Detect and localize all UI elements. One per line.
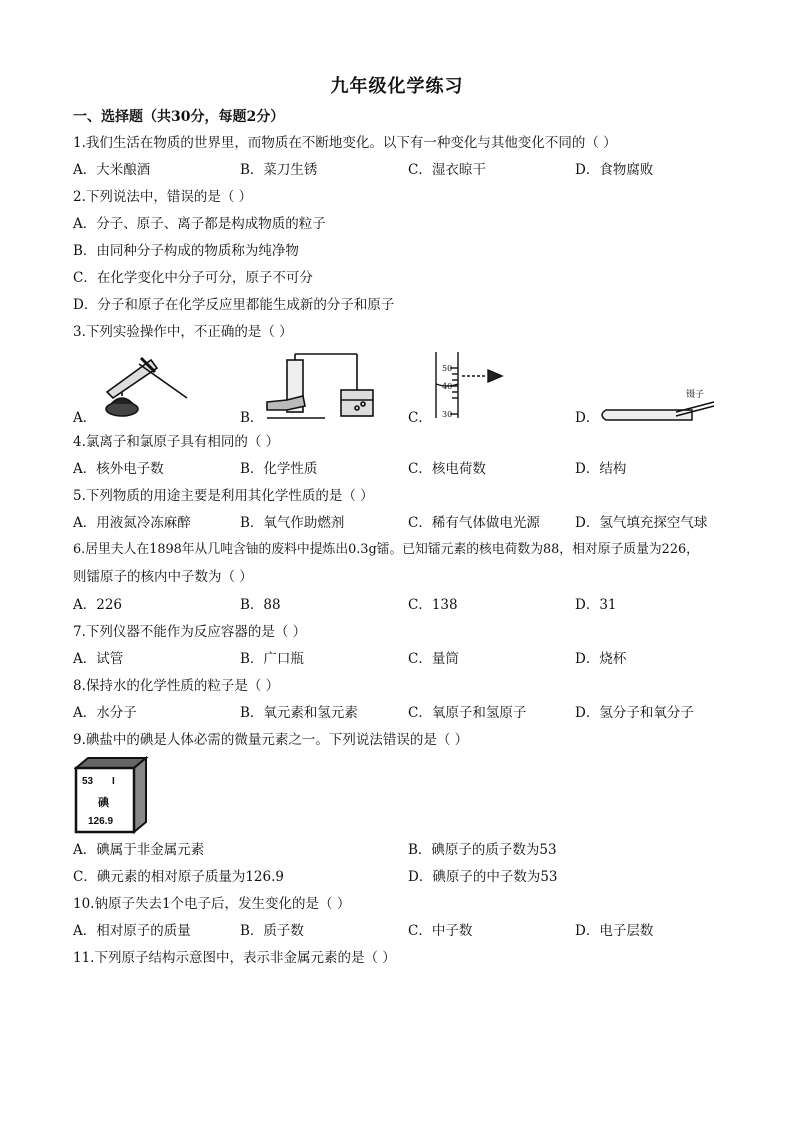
question-9-stem: 9.碘盐中的碘是人体必需的微量元素之一。下列说法错误的是（ ） (73, 732, 469, 748)
question-5-stem: 5.下列物质的用途主要是利用其化学性质的是（ ） (73, 488, 374, 504)
iodine-element-card (74, 756, 150, 836)
section-heading: 一、选择题（共30分，每题2分） (73, 109, 285, 125)
element-symbol: I (112, 776, 115, 787)
q5-option-a: A．用液氮冷冻麻醉 (73, 515, 191, 531)
q3-option-a: A． (73, 410, 97, 426)
q2-option-a: A．分子、原子、离子都是构成物质的粒子 (73, 216, 326, 232)
tweezers-test-tube-figure (596, 384, 726, 424)
q6-option-c: C．138 (408, 597, 458, 613)
q6-option-d: D．31 (575, 597, 617, 613)
q1-option-c: C．湿衣晾干 (408, 162, 486, 178)
q7-option-a: A．试管 (73, 651, 124, 667)
airtightness-check-figure (265, 352, 380, 424)
q7-option-c: C．量筒 (408, 651, 459, 667)
q5-option-d: D．氢气填充探空气球 (575, 515, 708, 531)
q2-option-c: C．在化学变化中分子可分，原子不可分 (73, 270, 313, 286)
q8-option-b: B．氧元素和氢元素 (240, 705, 358, 721)
q4-option-b: B．化学性质 (240, 461, 318, 477)
element-number: 53 (82, 776, 94, 787)
question-10-stem: 10.钠原子失去1个电子后，发生变化的是（ ） (73, 896, 351, 912)
q7-option-d: D．烧杯 (575, 651, 627, 667)
q4-option-c: C．核电荷数 (408, 461, 486, 477)
question-6-stem: 6.居里夫人在1898年从几吨含铀的废料中提炼出0.3g镭。已知镭元素的核电荷数为88，相对原子质量为226， (73, 542, 699, 557)
tweezers-label: 镊子 (686, 390, 705, 400)
q9-option-b: B．碘原子的质子数为53 (408, 842, 557, 858)
q8-option-c: C．氧原子和氢原子 (408, 705, 527, 721)
q10-option-a: A．相对原子的质量 (73, 923, 191, 939)
question-7-stem: 7.下列仪器不能作为反应容器的是（ ） (73, 624, 307, 640)
q6-option-b: B．88 (240, 597, 281, 613)
q10-option-b: B．质子数 (240, 923, 304, 939)
question-4-stem: 4.氯离子和氯原子具有相同的（ ） (73, 434, 280, 450)
q1-option-a: A．大米酿酒 (73, 162, 151, 178)
question-1-stem: 1.我们生活在物质的世界里，而物质在不断地变化。以下有一种变化与其他变化不同的（ ） (73, 135, 617, 151)
cylinder-tick-40: 40 (442, 382, 453, 391)
q3-option-c: C． (408, 410, 432, 426)
q3-option-b: B． (240, 410, 264, 426)
q9-option-d: D．碘原子的中子数为53 (408, 869, 558, 885)
cylinder-tick-50: 50 (442, 364, 453, 373)
q8-option-d: D．氢分子和氧分子 (575, 705, 694, 721)
q5-option-b: B．氧气作助燃剂 (240, 515, 345, 531)
q4-option-a: A．核外电子数 (73, 461, 164, 477)
question-6-stem-cont: 则镭原子的核内中子数为（ ） (73, 569, 253, 585)
q1-option-d: D．食物腐败 (575, 162, 654, 178)
q10-option-d: D．电子层数 (575, 923, 654, 939)
element-mass: 126.9 (88, 816, 114, 827)
q2-option-b: B．由同种分子构成的物质称为纯净物 (73, 243, 299, 259)
element-name: 碘 (98, 796, 109, 809)
q1-option-b: B．菜刀生锈 (240, 162, 318, 178)
cylinder-tick-30: 30 (442, 410, 453, 419)
q7-option-b: B．广口瓶 (240, 651, 304, 667)
q5-option-c: C．稀有气体做电光源 (408, 515, 540, 531)
question-2-stem: 2.下列说法中，错误的是（ ） (73, 189, 253, 205)
measuring-cylinder-figure (430, 350, 520, 422)
q6-option-a: A．226 (73, 597, 123, 613)
q8-option-a: A．水分子 (73, 705, 137, 721)
q9-option-a: A．碘属于非金属元素 (73, 842, 205, 858)
q4-option-d: D．结构 (575, 461, 627, 477)
q2-option-d: D．分子和原子在化学反应里都能生成新的分子和原子 (73, 297, 395, 313)
alcohol-lamp-figure (95, 352, 190, 422)
q3-option-d: D． (575, 410, 600, 426)
page-title: 九年级化学练习 (330, 76, 464, 97)
question-3-stem: 3.下列实验操作中，不正确的是（ ） (73, 324, 293, 340)
question-11-stem: 11.下列原子结构示意图中，表示非金属元素的是（ ） (73, 950, 396, 966)
question-8-stem: 8.保持水的化学性质的粒子是（ ） (73, 678, 280, 694)
q10-option-c: C．中子数 (408, 923, 473, 939)
q9-option-c: C．碘元素的相对原子质量为126.9 (73, 869, 284, 885)
